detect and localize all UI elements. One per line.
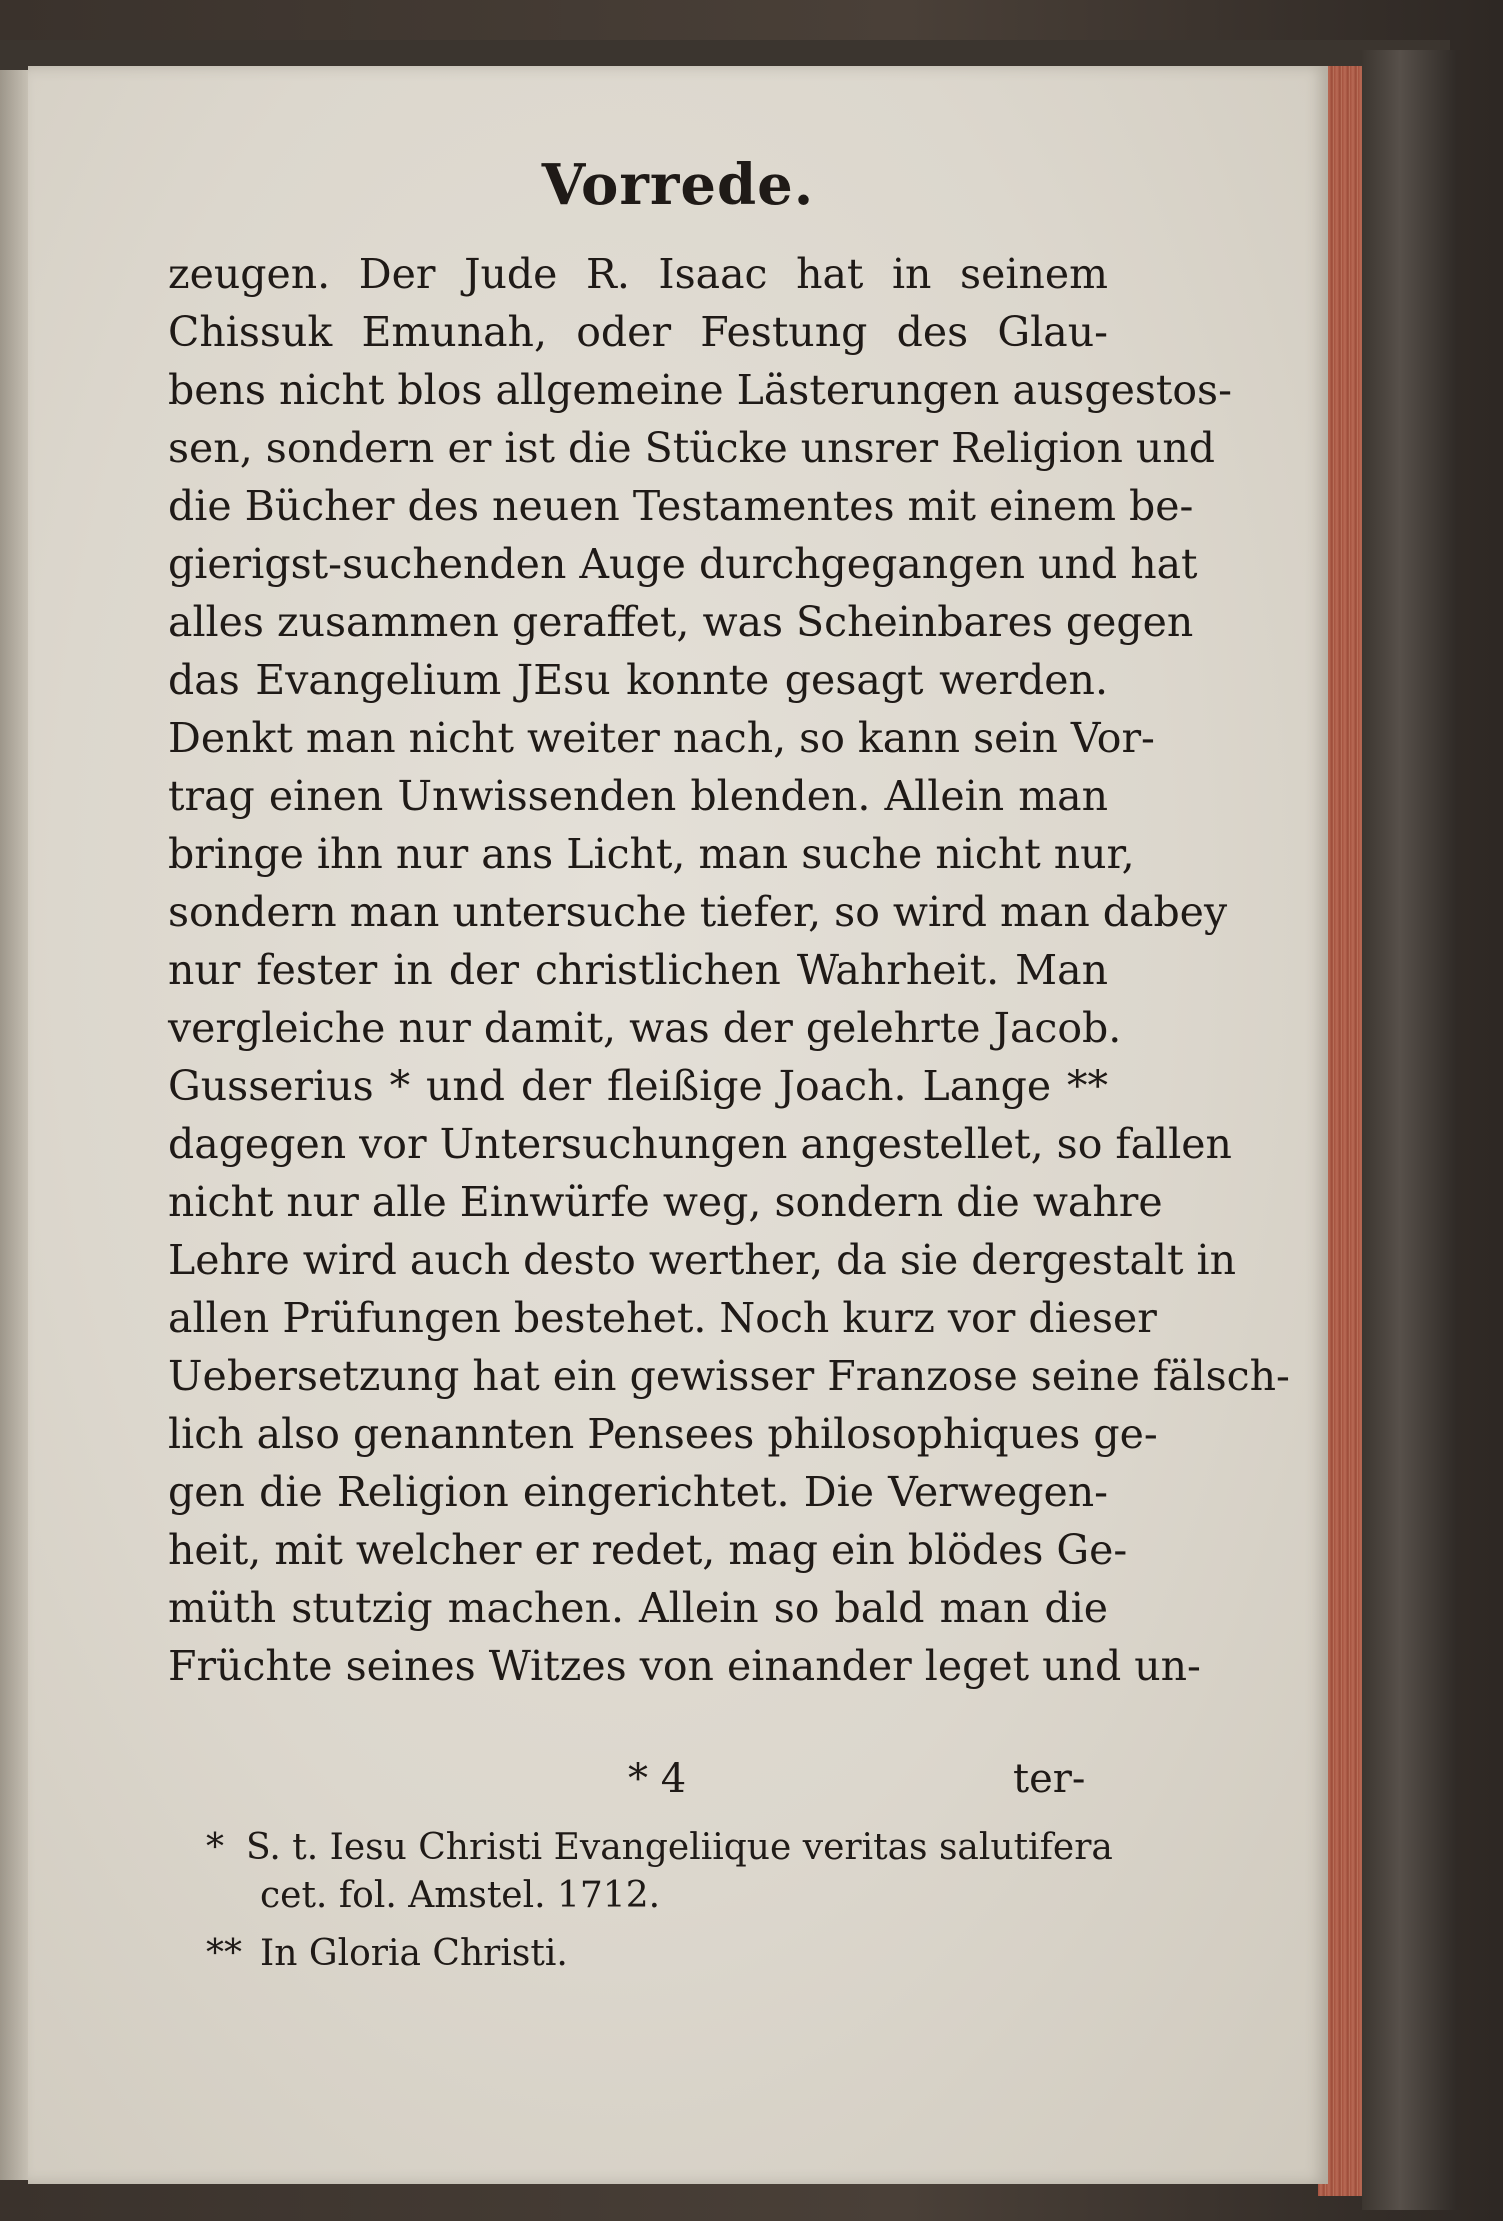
book-page [28,66,1328,2184]
footnote-text: In Gloria Christi. [260,1933,568,1974]
text-line: vergleiche nur damit, was der gelehrte Jacob. [168,1004,1122,1052]
text-line: alles zusammen geraffet, was Scheinbares gegen [168,598,1194,646]
text-line: sen, sondern er ist die Stücke unsrer Religion und [168,424,1215,472]
text-line: Lehre wird auch desto werther, da sie dergestalt in [168,1236,1237,1284]
text-line: Chissuk Emunah, oder Festung des Glau- [168,308,1108,356]
text-line: trag einen Unwissenden blenden. Allein man [168,772,1108,820]
text-line: allen Prüfungen bestehet. Noch kurz vor dieser [168,1294,1157,1342]
running-header: Vorrede. [541,152,815,218]
text-line: nicht nur alle Einwürfe weg, sondern die wahre [168,1178,1163,1226]
footnote-mark: * [206,1827,224,1868]
text-line: Gusserius * und der fleißige Joach. Lange ** [168,1062,1108,1110]
previous-page-edge [0,70,30,2180]
book-cover-right [1362,50,1457,2210]
text-line: gen die Religion eingerichtet. Die Verwegen- [168,1468,1108,1516]
text-line: dagegen vor Untersuchungen angestellet, so fallen [168,1120,1232,1168]
text-line: die Bücher des neuen Testamentes mit einem be- [168,482,1194,530]
text-line: müth stutzig machen. Allein so bald man die [168,1584,1108,1632]
text-line: nur fester in der christlichen Wahrheit. Man [168,946,1108,994]
text-line: heit, mit welcher er redet, mag ein blödes Ge- [168,1526,1128,1574]
footnote-mark: ** [206,1933,242,1974]
text-line: bringe ihn nur ans Licht, man suche nicht nur, [168,830,1135,878]
text-line: zeugen. Der Jude R. Isaac hat in seinem [168,250,1108,298]
text-line: das Evangelium JEsu konnte gesagt werden. [168,656,1108,704]
footnote-text: cet. fol. Amstel. 1712. [260,1875,661,1916]
catchword: ter- [1013,1756,1086,1802]
text-line: Früchte seines Witzes von einander leget und un- [168,1642,1201,1690]
signature-mark: * 4 [628,1756,687,1802]
text-line: sondern man untersuche tiefer, so wird man dabey [168,888,1228,936]
text-line: gierigst-suchenden Auge durchgegangen und hat [168,540,1198,588]
text-line: bens nicht blos allgemeine Lästerungen ausgestos- [168,366,1232,414]
text-line: Denkt man nicht weiter nach, so kann sein Vor- [168,714,1155,762]
text-line: lich also genannten Pensees philosophiques ge- [168,1410,1158,1458]
text-line: Uebersetzung hat ein gewisser Franzose seine fälsch- [168,1352,1290,1400]
footnote-text: S. t. Iesu Christi Evangeliique veritas salutifera [246,1827,1113,1868]
